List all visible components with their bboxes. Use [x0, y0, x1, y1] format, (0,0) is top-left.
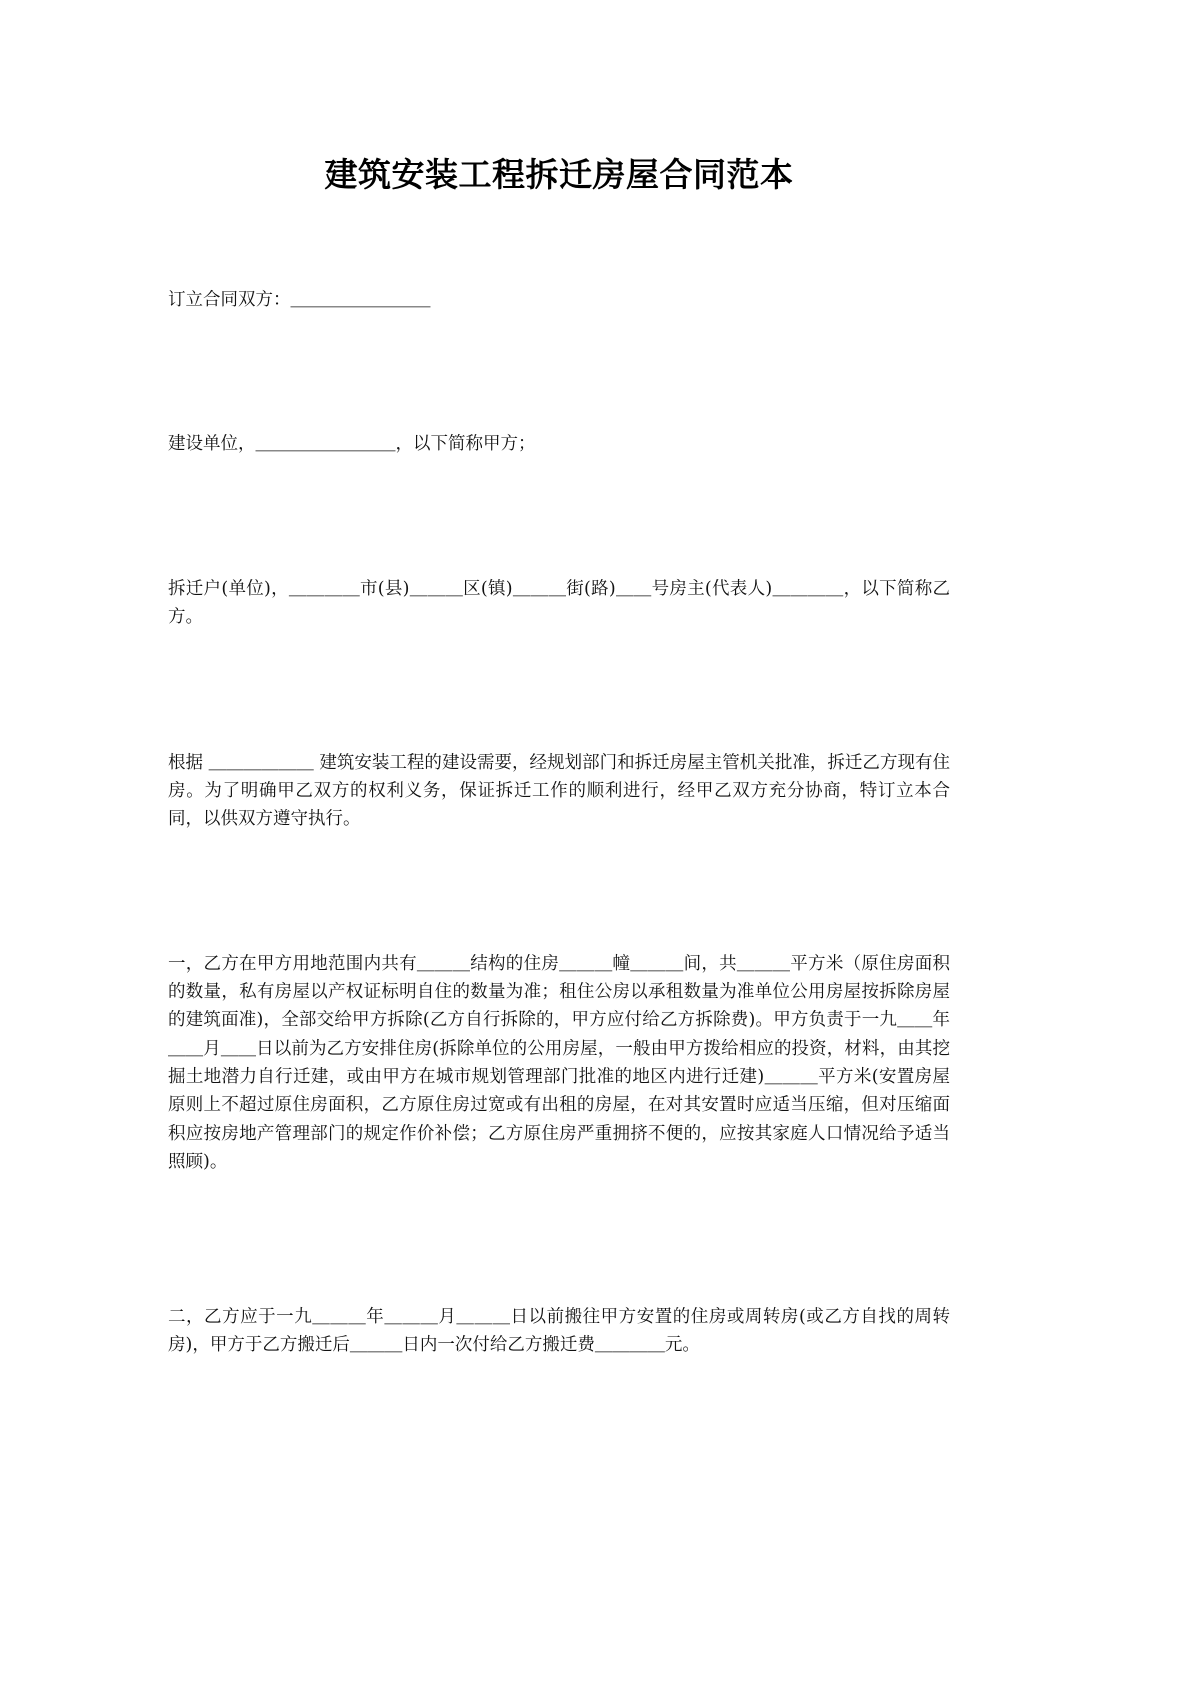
paragraph-contract-parties: 订立合同双方：＿＿＿＿＿＿＿＿ — [168, 289, 431, 310]
paragraph-clause-one: 一，乙方在甲方用地范围内共有＿＿＿结构的住房＿＿＿幢＿＿＿间，共＿＿＿平方米（原住房面积的数量，私有房屋以产权证标明自住的数量为准；租住公房以承租数量为准单位公用房屋按拆除房屋的建筑面准)，全部交给甲方拆除(乙方自行拆除的，甲方应付给乙方拆除费)。甲方负责于一九＿＿年＿＿月＿＿日以前为乙方安排住房(拆除单位的公用房屋，一般由甲方拨给相应的投资，材料，由其挖掘土地潜力自行迁建，或由甲方在城市规划管理部门批准的地区内进行迁建)＿＿＿平方米(安置房屋原则上不超过原住房面积，乙方原住房过宽或有出租的房屋，在对其安置时应适当压缩，但对压缩面积应按房地产管理部门的规定作价补偿；乙方原住房严重拥挤不便的，应按其家庭人口情况给予适当照顾)。 — [168, 953, 950, 1172]
paragraph-legal-basis: 根据 ＿＿＿＿＿＿ 建筑安装工程的建设需要，经规划部门和拆迁房屋主管机关批准，拆迁乙方现有住房。为了明确甲乙双方的权利义务，保证拆迁工作的顺利进行，经甲乙双方充分协商，特订立本合同，以供双方遵守执行。 — [168, 752, 950, 830]
paragraph-building-unit: 建设单位，＿＿＿＿＿＿＿＿，以下简称甲方； — [168, 433, 536, 454]
page-title: 建筑安装工程拆迁房屋合同范本 — [324, 155, 794, 194]
paragraph-clause-two: 二，乙方应于一九＿＿＿年＿＿＿月＿＿＿日以前搬往甲方安置的住房或周转房(或乙方自找的周转房)，甲方于乙方搬迁后＿＿＿日内一次付给乙方搬迁费＿＿＿＿元。 — [168, 1306, 950, 1355]
paragraph-relocated-household: 拆迁户(单位)，＿＿＿＿市(县)＿＿＿区(镇)＿＿＿街(路)＿＿号房主(代表人)＿＿＿＿，以下简称乙方。 — [168, 578, 950, 627]
